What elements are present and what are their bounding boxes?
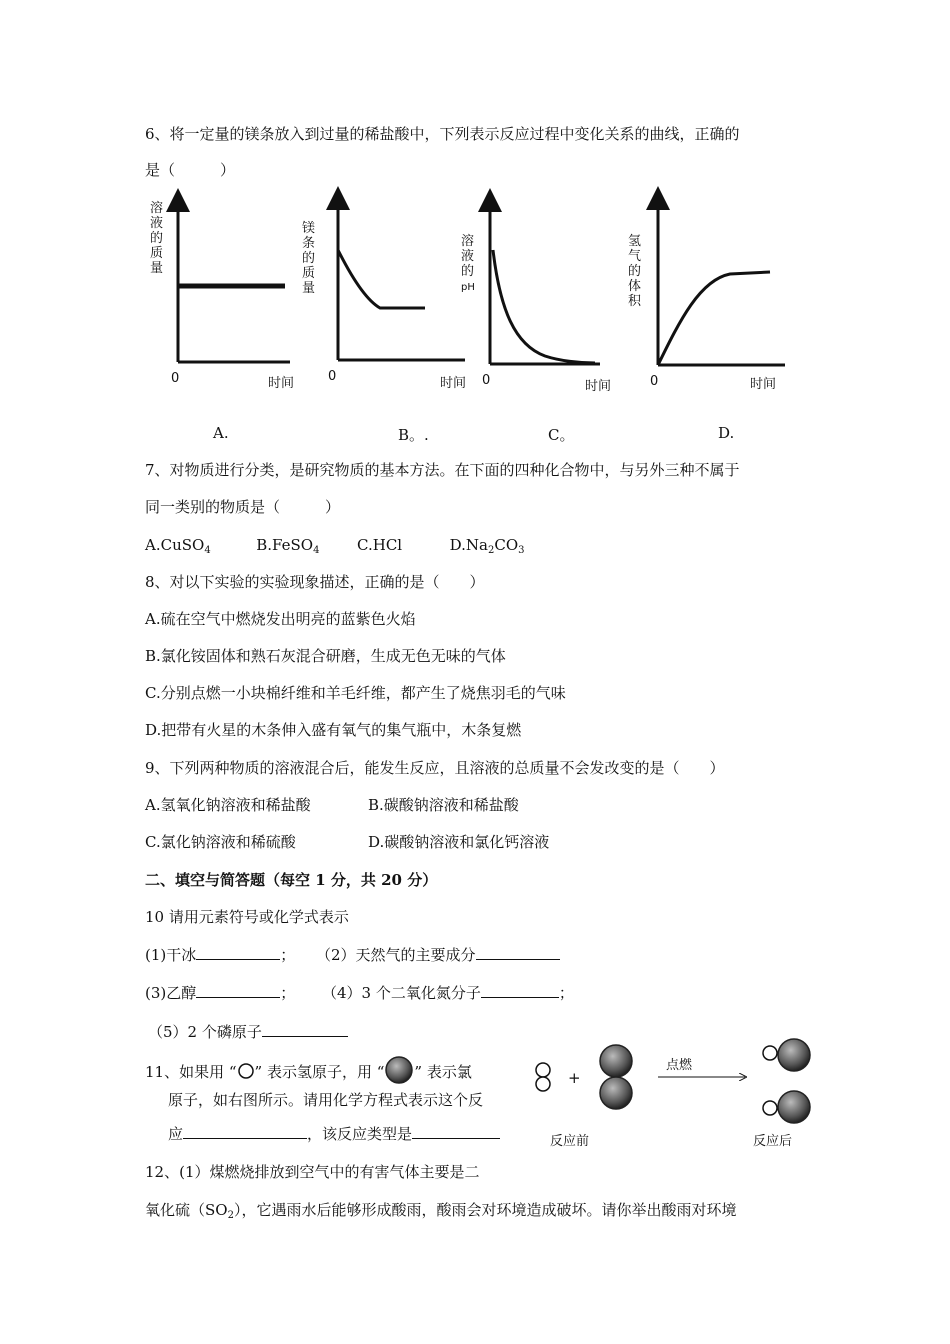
q11-line1-a: 11、如果用 “ xyxy=(145,1063,237,1081)
q11-equation-blank[interactable] xyxy=(183,1124,307,1139)
graph-b-origin: 0 xyxy=(328,369,337,384)
q10-part1-end: ； xyxy=(280,946,296,964)
graph-d-ylabel-1: 氢 xyxy=(628,234,642,249)
q9-option-a: A.氢氧化钠溶液和稀盐酸 xyxy=(145,796,311,814)
q10-part5: （5）2 个磷原子 xyxy=(148,1023,262,1041)
graph-c-ylabel-3: 的 xyxy=(461,264,475,279)
graph-a-ylabel-2: 液 xyxy=(150,216,164,231)
q6-stem-line1: 6、将一定量的镁条放入到过量的稀盐酸中，下列表示反应过程中变化关系的曲线，正确的 xyxy=(145,125,740,143)
q9-option-b: B.碳酸钠溶液和稀盐酸 xyxy=(368,796,519,814)
plus-sign: + xyxy=(568,1069,581,1087)
after-label: 反应后 xyxy=(753,1134,793,1149)
reaction-diagram xyxy=(530,1035,820,1155)
graph-d-ylabel-3: 的 xyxy=(628,264,642,279)
graph-c-origin: 0 xyxy=(482,373,491,388)
q7-option-d: $D.Na_2CO_3$ xyxy=(449,536,525,556)
q11-line3-b: ，该反应类型是 xyxy=(307,1125,413,1143)
q11-line1 xyxy=(145,1055,472,1085)
q7-stem-line2: 同一类别的物质是（ ） xyxy=(145,498,341,516)
graph-b-ylabel-2: 条 xyxy=(302,236,316,251)
graph-a-ylabel-3: 的 xyxy=(150,231,164,246)
q7-option-c: C.HCl xyxy=(357,536,403,554)
graph-c xyxy=(455,190,625,400)
q10-part4-end: ； xyxy=(558,984,574,1002)
q7-option-a: A.CuSO$_4$ xyxy=(145,536,211,556)
graph-d-curve xyxy=(658,272,770,365)
q10-part2: （2）天然气的主要成分 xyxy=(316,946,476,964)
q7-options xyxy=(145,535,525,555)
q9-option-d: D.碳酸钠溶液和氯化钙溶液 xyxy=(368,833,550,851)
section-2-title: 二、填空与简答题（每空 1 分，共 20 分） xyxy=(145,871,438,889)
q10-blank-2[interactable] xyxy=(476,945,560,960)
graph-c-ylabel-2: 液 xyxy=(461,249,475,264)
hcl-molecule-2 xyxy=(763,1091,810,1123)
graph-a-xlabel: 时间 xyxy=(268,376,295,391)
q10-row3 xyxy=(148,1022,348,1042)
graph-d xyxy=(620,190,790,400)
hcl-molecule-1 xyxy=(763,1039,810,1071)
q6-stem-line2: 是（ ） xyxy=(145,161,236,179)
graph-b-ylabel-5: 量 xyxy=(302,281,316,296)
graph-a xyxy=(145,190,315,400)
q8-option-d: D.把带有火星的木条伸入盛有氧气的集气瓶中，木条复燃 xyxy=(145,721,522,739)
graph-b-xlabel: 时间 xyxy=(440,376,467,391)
graph-b-letter: B。. xyxy=(398,426,429,444)
q8-option-c: C.分别点燃一小块棉纤维和羊毛纤维，都产生了烧焦羽毛的气味 xyxy=(145,684,566,702)
q11-reaction-type-blank[interactable] xyxy=(412,1124,500,1139)
graph-b-ylabel-4: 质 xyxy=(302,266,316,281)
graph-b-curve xyxy=(338,250,425,308)
q7-option-b: B.FeSO$_4$ xyxy=(256,536,320,556)
graph-a-origin: 0 xyxy=(171,371,180,386)
q8-option-b: B.氯化铵固体和熟石灰混合研磨，生成无色无味的气体 xyxy=(145,647,506,665)
q11-line2: 原子，如右图所示。请用化学方程式表示这个反 xyxy=(168,1091,484,1109)
graph-d-origin: 0 xyxy=(650,374,659,389)
graph-c-letter: C。 xyxy=(548,426,575,444)
q11-line1-c: ” 表示氯 xyxy=(414,1063,472,1081)
q10-blank-3[interactable] xyxy=(196,983,280,998)
q9-stem: 9、下列两种物质的溶液混合后，能发生反应，且溶液的总质量不会发改变的是（ ） xyxy=(145,759,725,777)
graph-c-ylabel-1: 溶 xyxy=(461,234,475,249)
q9-options-row1 xyxy=(145,795,311,815)
q10-blank-5[interactable] xyxy=(262,1022,348,1037)
graph-d-ylabel-2: 气 xyxy=(628,249,642,264)
graph-c-xlabel: 时间 xyxy=(585,379,612,394)
q10-blank-1[interactable] xyxy=(196,945,280,960)
q10-part3: (3)乙醇 xyxy=(145,984,197,1002)
graph-c-curve xyxy=(493,250,595,363)
chlorine-molecule xyxy=(600,1045,632,1109)
q12-line2-b: ），它遇雨水后能够形成酸雨，酸雨会对环境造成破坏。请你举出酸雨对环境 xyxy=(233,1201,737,1219)
q10-row2-b xyxy=(322,983,574,1003)
graph-a-ylabel-1: 溶 xyxy=(150,201,164,216)
hydrogen-atom-icon xyxy=(237,1062,255,1080)
q7-stem-line1: 7、对物质进行分类，是研究物质的基本方法。在下面的四种化合物中，与另外三种不属于 xyxy=(145,461,740,479)
q12-line2-a: 氧化硫（SO xyxy=(145,1201,228,1219)
q11-line1-b: ” 表示氢原子，用 “ xyxy=(254,1063,385,1081)
q8-option-a: A.硫在空气中燃烧发出明亮的蓝紫色火焰 xyxy=(145,610,416,628)
graph-d-xlabel: 时间 xyxy=(750,377,777,392)
graph-a-letter: A. xyxy=(213,424,229,442)
q10-row1-b xyxy=(316,945,560,965)
q10-stem: 10 请用元素符号或化学式表示 xyxy=(145,908,349,926)
q10-part3-end: ； xyxy=(280,984,296,1002)
before-label: 反应前 xyxy=(550,1134,590,1149)
q10-row2 xyxy=(145,983,295,1003)
graph-d-ylabel-5: 积 xyxy=(628,294,642,309)
graph-d-ylabel-4: 体 xyxy=(628,279,642,294)
q8-stem: 8、对以下实验的实验现象描述，正确的是（ ） xyxy=(145,573,485,591)
q10-part4: （4）3 个二氧化氮分子 xyxy=(322,984,481,1002)
graph-a-ylabel-5: 量 xyxy=(150,261,164,276)
graph-d-letter: D. xyxy=(718,424,735,442)
q11-line3 xyxy=(168,1124,500,1144)
graph-b-ylabel-3: 的 xyxy=(302,251,316,266)
ignite-label: 点燃 xyxy=(666,1058,693,1073)
q11-line3-a: 应 xyxy=(168,1125,184,1143)
graph-c-ylabel-4: pH xyxy=(461,282,475,293)
graph-b-ylabel-1: 镁 xyxy=(302,221,316,236)
hydrogen-molecule xyxy=(536,1063,550,1091)
q9-option-c: C.氯化钠溶液和稀硫酸 xyxy=(145,833,296,851)
q10-blank-4[interactable] xyxy=(481,983,559,998)
q12-line2 xyxy=(145,1200,736,1220)
q10-part1: (1)干冰 xyxy=(145,946,197,964)
graph-a-ylabel-4: 质 xyxy=(150,246,164,261)
q10-row1 xyxy=(145,945,295,965)
graph-b xyxy=(300,190,470,400)
q12-line2-sub: 2 xyxy=(227,1210,234,1221)
q12-line1: 12、(1）煤燃烧排放到空气中的有害气体主要是二 xyxy=(145,1163,480,1181)
chlorine-atom-icon xyxy=(384,1055,414,1085)
